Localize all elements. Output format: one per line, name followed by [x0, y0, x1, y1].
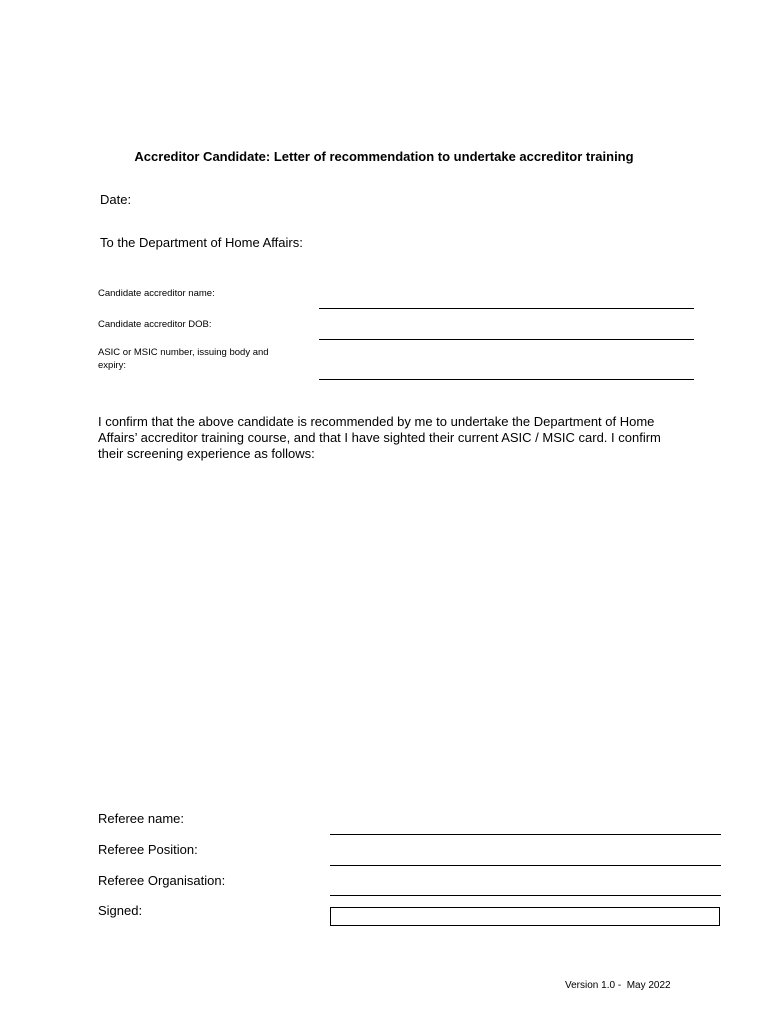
candidate-dob-field[interactable]	[319, 339, 694, 340]
referee-position-label: Referee Position:	[98, 842, 198, 857]
candidate-name-field[interactable]	[319, 308, 694, 309]
referee-position-field[interactable]	[330, 865, 721, 866]
candidate-card-label: ASIC or MSIC number, issuing body and expiry:	[98, 347, 269, 371]
candidate-name-label: Candidate accreditor name:	[98, 288, 215, 299]
candidate-card-field[interactable]	[319, 379, 694, 380]
version-footer: Version 1.0 - May 2022	[565, 980, 671, 991]
referee-organisation-field[interactable]	[330, 895, 721, 896]
confirmation-paragraph: I confirm that the above candidate is recommended by me to undertake the Department of Home Affairs’ accreditor training course, and that I have sighted their current ASIC / MSIC card. I confirm their screening experience as follows:	[98, 414, 661, 461]
date-label: Date:	[100, 192, 132, 207]
referee-name-field[interactable]	[330, 834, 721, 835]
candidate-dob-label: Candidate accreditor DOB:	[98, 319, 212, 330]
signature-box[interactable]	[330, 907, 720, 926]
referee-name-label: Referee name:	[98, 811, 184, 826]
addressee: To the Department of Home Affairs:	[100, 235, 303, 250]
referee-organisation-label: Referee Organisation:	[98, 873, 226, 888]
signed-label: Signed:	[98, 903, 143, 918]
document-title: Accreditor Candidate: Letter of recommendation to undertake accreditor training	[134, 149, 634, 164]
